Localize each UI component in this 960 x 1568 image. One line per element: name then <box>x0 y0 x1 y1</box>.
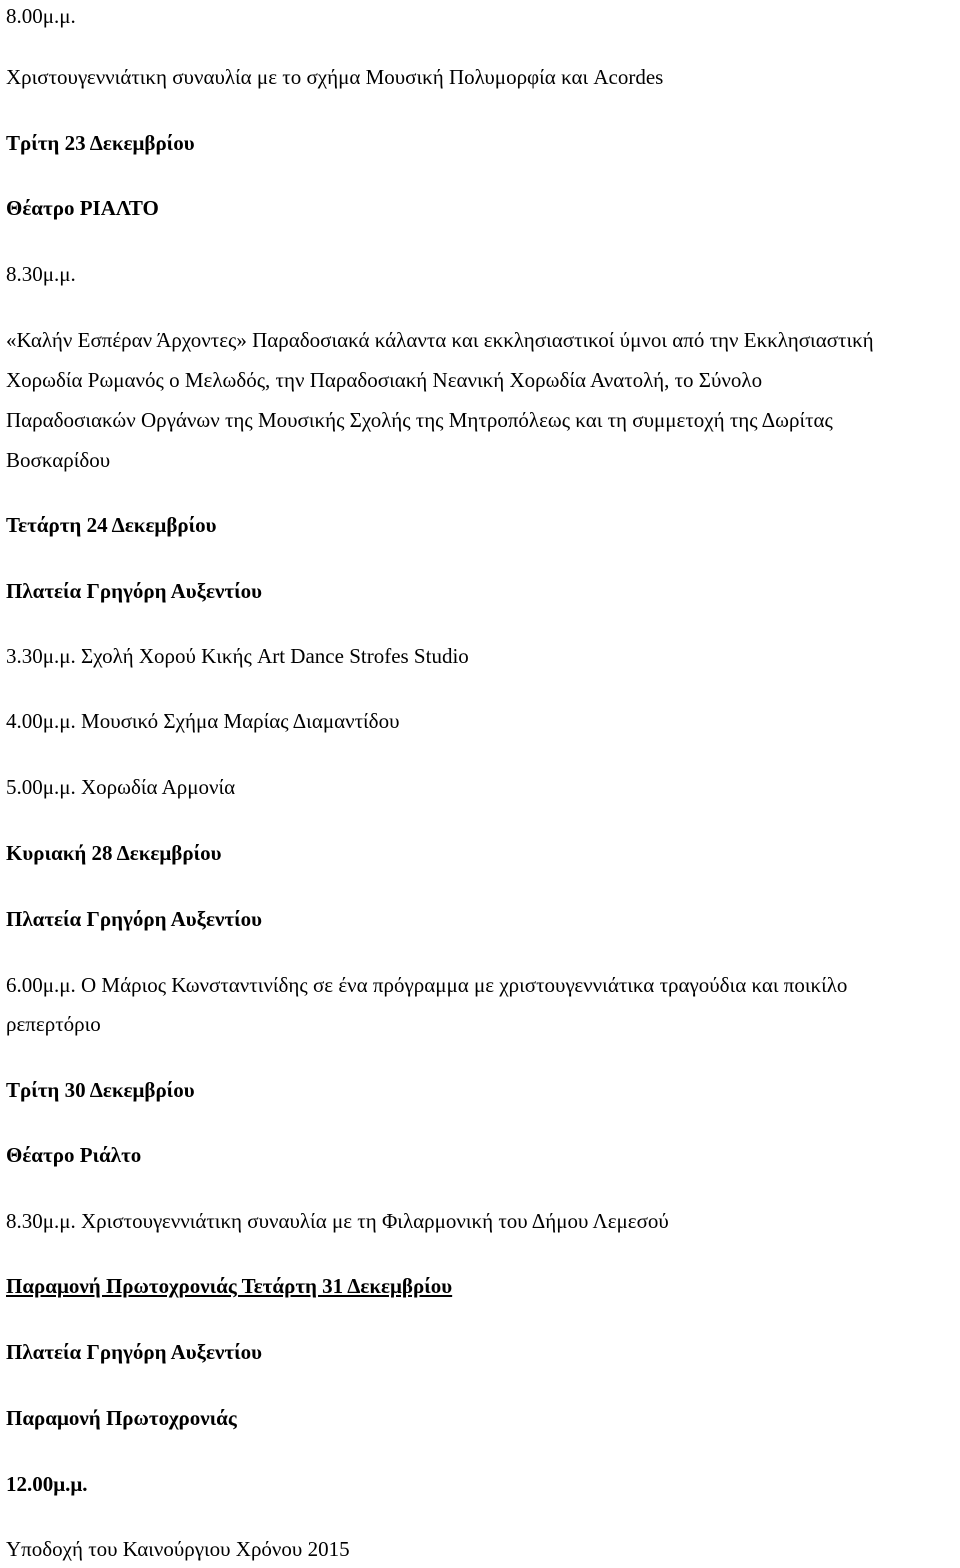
venue-heading: Πλατεία Γρηγόρη Αυξεντίου <box>6 907 262 931</box>
section-heading: Παραμονή Πρωτοχρονιάς <box>6 1406 237 1430</box>
venue-heading: Πλατεία Γρηγόρη Αυξεντίου <box>6 579 262 603</box>
day-heading: Παραμονή Πρωτοχρονιάς Τετάρτη 31 Δεκεμβρίου <box>6 1274 453 1298</box>
venue-heading: Θέατρο ΡΙΑΛΤΟ <box>6 196 159 220</box>
venue-heading: Θέατρο Ριάλτο <box>6 1143 142 1167</box>
day-heading: Τρίτη 30 Δεκεμβρίου <box>6 1078 195 1102</box>
event-entry: 4.00μ.μ. Μουσικό Σχήμα Μαρίας Διαμαντίδου <box>6 709 400 733</box>
day-heading: Τετάρτη 24 Δεκεμβρίου <box>6 513 217 537</box>
day-heading: Τρίτη 23 Δεκεμβρίου <box>6 131 195 155</box>
event-entry: 8.30μ.μ. Χριστουγεννιάτικη συναυλία με τη Φιλαρμονική του Δήμου Λεμεσού <box>6 1209 669 1233</box>
event-description: Βοσκαρίδου <box>6 448 111 472</box>
event-description: Χορωδία Ρωμανός ο Μελωδός, την Παραδοσιακή Νεανική Χορωδία Ανατολή, το Σύνολο <box>6 368 763 392</box>
event-entry: ρεπερτόριο <box>6 1012 101 1036</box>
venue-heading: Πλατεία Γρηγόρη Αυξεντίου <box>6 1340 262 1364</box>
event-time: 8.00μ.μ. <box>6 4 76 28</box>
day-heading: Κυριακή 28 Δεκεμβρίου <box>6 841 222 865</box>
event-time: 12.00μ.μ. <box>6 1472 88 1496</box>
event-description: Υποδοχή του Καινούργιου Χρόνου 2015 <box>6 1537 350 1561</box>
event-entry: 5.00μ.μ. Χορωδία Αρμονία <box>6 775 236 799</box>
event-description: Παραδοσιακών Οργάνων της Μουσικής Σχολής της Μητροπόλεως και τη συμμετοχή της Δωρίτας <box>6 408 833 432</box>
event-entry: 3.30μ.μ. Σχολή Χορού Κικής Art Dance Strofes Studio <box>6 644 469 668</box>
event-description: Χριστουγεννιάτικη συναυλία με το σχήμα Μουσική Πολυμορφία και Acordes <box>6 65 664 89</box>
event-description: «Καλήν Εσπέραν Άρχοντες» Παραδοσιακά κάλαντα και εκκλησιαστικοί ύμνοι από την Εκκλησιαστική <box>6 328 874 352</box>
event-time: 8.30μ.μ. <box>6 262 76 286</box>
event-entry: 6.00μ.μ. Ο Μάριος Κωνσταντινίδης σε ένα πρόγραμμα με χριστουγεννιάτικα τραγούδια και ποικίλο <box>6 973 848 997</box>
